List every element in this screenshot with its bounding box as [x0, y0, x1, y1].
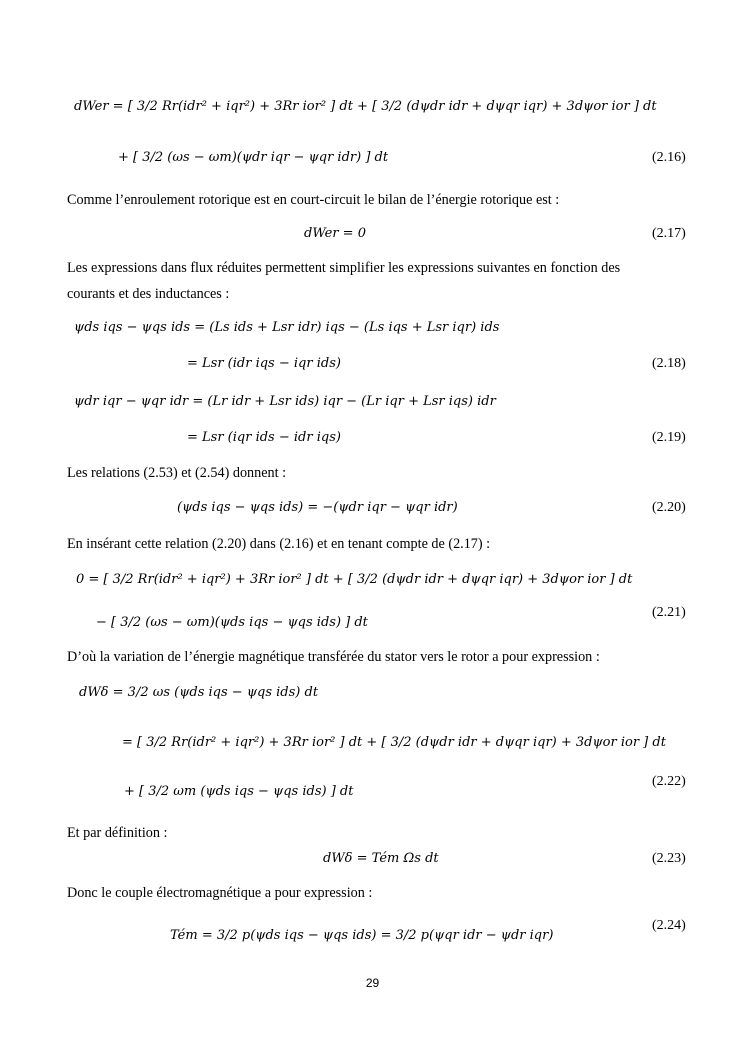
equation-2-20: (ψds iqs − ψqs ids) = −(ψdr iqr − ψqr idr) — [177, 500, 458, 515]
equation-2-21-line-1: 0 = [ 3/2 Rr(idr² + iqr²) + 3Rr ior² ] dt + [ 3/2 (dψdr idr + dψqr iqr) + 3dψor ior ] dt — [76, 572, 633, 587]
equation-number-2-23: (2.23) — [652, 851, 686, 866]
equation-2-23: dWδ = Tém Ωs dt — [323, 851, 439, 866]
equation-2-21-line-2: − [ 3/2 (ωs − ωm)(ψds iqs − ψqs ids) ] dt — [96, 615, 368, 630]
equation-number-2-24: (2.24) — [652, 918, 686, 933]
paragraph-6: Et par définition : — [67, 825, 168, 841]
paragraph-2-line-1: Les expressions dans flux réduites permettent simplifier les expressions suivantes en fonction des — [67, 260, 621, 276]
paragraph-3: Les relations (2.53) et (2.54) donnent : — [67, 465, 287, 481]
paragraph-1: Comme l’enroulement rotorique est en court-circuit le bilan de l’énergie rotorique est : — [67, 192, 560, 208]
paragraph-5: D’où la variation de l’énergie magnétique transférée du stator vers le rotor a pour expression : — [67, 649, 600, 665]
equation-2-16-line-2: + [ 3/2 (ωs − ωm)(ψdr iqr − ψqr idr) ] dt — [118, 150, 389, 165]
equation-2-22-line-3: + [ 3/2 ωm (ψds iqs − ψqs ids) ] dt — [124, 784, 354, 799]
equation-2-19-line-2: = Lsr (iqr ids − idr iqs) — [187, 430, 341, 445]
equation-2-22-line-1: dWδ = 3/2 ωs (ψds iqs − ψqs ids) dt — [79, 685, 319, 700]
equation-2-16-line-1: dWer = [ 3/2 Rr(idr² + iqr²) + 3Rr ior² ] dt + [ 3/2 (dψdr idr + dψqr iqr) + 3dψor ior ] dt — [74, 99, 657, 114]
paragraph-4: En insérant cette relation (2.20) dans (2.16) et en tenant compte de (2.17) : — [67, 536, 491, 552]
equation-number-2-21: (2.21) — [652, 605, 686, 620]
equation-2-17: dWer = 0 — [304, 226, 366, 241]
paragraph-7: Donc le couple électromagnétique a pour expression : — [67, 885, 373, 901]
equation-2-18-line-1: ψds iqs − ψqs ids = (Ls ids + Lsr idr) iqs − (Ls iqs + Lsr iqr) ids — [74, 320, 500, 335]
equation-2-22-line-2: = [ 3/2 Rr(idr² + iqr²) + 3Rr ior² ] dt + [ 3/2 (dψdr idr + dψqr iqr) + 3dψor ior ] dt — [122, 735, 666, 750]
equation-number-2-17: (2.17) — [652, 226, 686, 241]
equation-number-2-19: (2.19) — [652, 430, 686, 445]
paragraph-2-line-2: courants et des inductances : — [67, 286, 230, 302]
equation-number-2-20: (2.20) — [652, 500, 686, 515]
equation-2-18-line-2: = Lsr (idr iqs − iqr ids) — [187, 356, 341, 371]
equation-2-19-line-1: ψdr iqr − ψqr idr = (Lr idr + Lsr ids) iqr − (Lr iqr + Lsr iqs) idr — [74, 394, 496, 409]
page-number: 29 — [365, 976, 380, 990]
equation-number-2-18: (2.18) — [652, 356, 686, 371]
equation-2-24: Tém = 3/2 p(ψds iqs − ψqs ids) = 3/2 p(ψqr idr − ψdr iqr) — [170, 928, 554, 943]
equation-number-2-22: (2.22) — [652, 774, 686, 789]
equation-number-2-16: (2.16) — [652, 150, 686, 165]
